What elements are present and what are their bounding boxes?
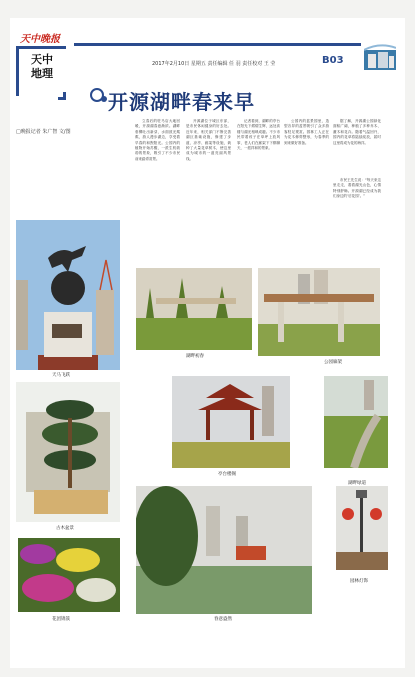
article-title: 开源湖畔春来早 (108, 90, 255, 114)
dateline: 2017年2月10日 星期五 责任编辑 任 羽 责任校对 王 莹 (152, 61, 276, 67)
photo-lamp (336, 486, 388, 570)
byline: □晚报记者 朱广智 文/图 (16, 129, 71, 135)
photo-caption: 亭台楼阁 (218, 472, 236, 477)
photo-caption: 湖畔初春 (186, 354, 204, 359)
photo-lake-view (136, 486, 312, 614)
header-rule (74, 43, 361, 46)
photo-caption: 天马飞跃 (52, 373, 70, 378)
article-column-3: 记者看到，湖畔的亭台在阳光下熠熠生辉，远处高楼与湖光相映成趣。不少市民带着孩子在草坪上放风筝，老人们在廊架下下棋聊天，一派祥和的景象。 (237, 119, 280, 151)
photo-bonsai (16, 382, 120, 522)
page-code: B03 (322, 55, 344, 66)
newspaper-logo: 天中晚报 (20, 34, 60, 45)
photo-caption: 春意盎然 (214, 617, 232, 622)
photo-caption: 公园廊架 (324, 360, 342, 365)
article-column-4: 公园内的盆景园里，造型各异的盆景吸引了众多游客驻足观赏。园林工人正在为花木修剪整形，为春季的到来做好准备。 (284, 119, 329, 145)
photo-lakeside (136, 268, 252, 350)
photo-caption: 花团锦簇 (52, 617, 70, 622)
photo-caption: 园林灯饰 (350, 579, 368, 584)
photo-caption: 古木盆景 (56, 526, 74, 531)
building-icon (364, 42, 396, 70)
photo-greenway (324, 376, 388, 468)
title-ornament-dot (101, 96, 107, 102)
photo-caption: 湖畔绿道 (348, 481, 366, 486)
photo-flowers (18, 538, 120, 612)
article-column-5: 据了解，开源湖公园绿化面积广阔，种植了多种乔木、灌木和花卉。随着气温回升，园内的花草将陆续绽放，届时这里将成为花的海洋。 (333, 119, 381, 145)
article-column-1: 立春后的驻马店大地回暖，开源湖春意渐浓。湖畔垂柳吐出新芽，水面波光粼粼，游人漫步湖边，享受着早春的和煦阳光。公园内的植物开始苏醒，一派生机勃勃的景象，吸引了不少市民前来踏青赏景。 (135, 119, 180, 161)
section-frame-corner (58, 92, 66, 100)
photo-pavilion (172, 376, 290, 468)
photo-horse-statue (16, 220, 120, 370)
photo-pergola (258, 268, 380, 356)
article-column-2: 开源湖位于城区东部，是市民休闲健身的好去处。近年来，相关部门不断完善湖区基础设施，修建了步道、凉亭、廊架等设施，栽种了大量花草树木，使这里成为城市的一道亮丽风景线。 (186, 119, 231, 161)
article-column-6: 市民王先生说：“每天来这里走走，看看湖光山色，心情特别舒畅。开源湖已经成为我们身边的‘后花园’。” (333, 178, 381, 199)
section-name: 天中 地理 (31, 53, 53, 80)
